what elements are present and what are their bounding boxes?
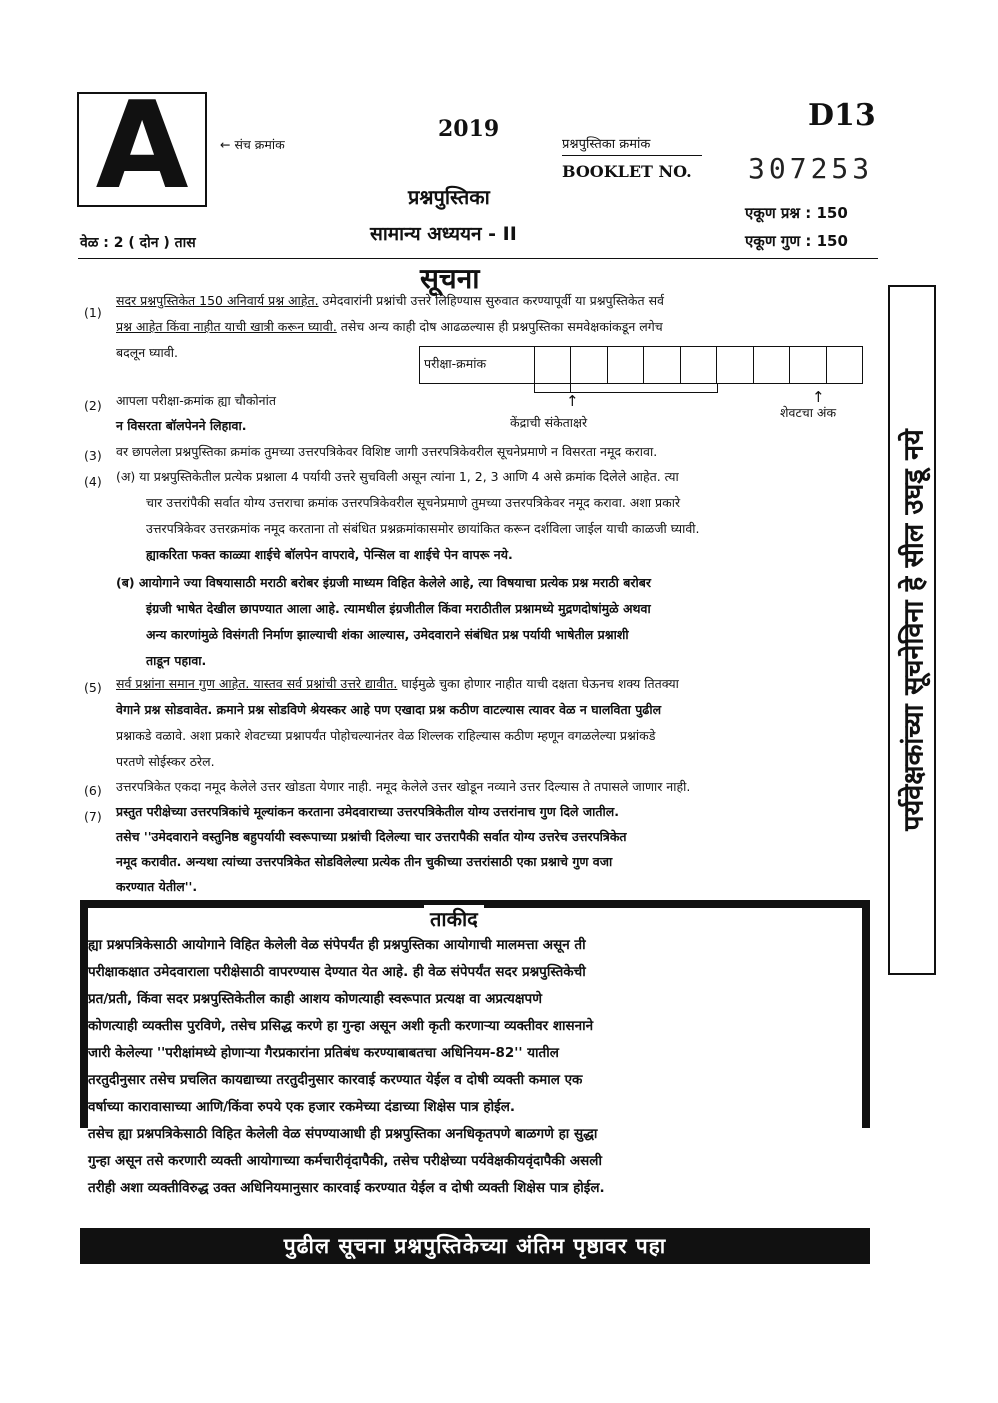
warning-line: परीक्षाकक्षात उमेदवाराला परीक्षेसाठी वापरण्यास देण्यात येत आहे. ही वेळ संपेपर्यंत सदर प्रश्नपुस्तिकेची [88,964,586,980]
item-3-number: (3) [84,448,102,463]
booklet-number: 307253 [748,152,874,185]
instruction-item-4 [116,464,886,674]
item-4-a4: ह्याकरिता फक्त काळ्या शाईचे बॉलपेन वापरावे, पेन्सिल वा शाईचे पेन वापरू नये. [146,547,513,562]
item-4-b4: ताडून पहावा. [146,653,207,668]
set-letter: A [95,76,189,216]
item-2-number: (2) [84,398,102,413]
seal-side-note-text: पर्यवेक्षकांच्या सूचनेविना हे सील उघडू नये [898,429,930,831]
roll-cell[interactable] [570,347,606,383]
instruction-item-7 [116,799,886,899]
roll-cell[interactable] [534,347,570,383]
roll-number-grid[interactable] [419,346,863,384]
item-5-line3: प्रश्नाकडे वळावे. अशा प्रकारे शेवटच्या प्रश्नापर्यंत पोहोचल्यानंतर वेळ शिल्लक राहिल्यास कठीण म्हणून वगळलेल्या प्रश्नांकडे [116,728,656,743]
item-2-line2: न विसरता बॉलपेनने लिहावा. [116,418,247,433]
roll-cell[interactable] [680,347,716,383]
booklet-label-english: BOOKLET NO. [562,162,692,181]
duration: वेळ : 2 ( दोन ) तास [80,235,196,251]
item-4-number: (4) [84,474,102,489]
instructions-heading: सूचना [420,262,480,295]
booklet-label-marathi: प्रश्नपुस्तिका क्रमांक [562,137,651,152]
warning-line: गुन्हा असून तसे करणारी व्यक्ती आयोगाच्या कर्मचारीवृंदापैकी, तसेच परीक्षेच्या पर्यवेक्षकीयवृंदापैकी असली [88,1153,602,1169]
last-digit-arrow-icon: ↑ [812,388,825,406]
exam-year: 2019 [438,116,500,142]
roll-cell[interactable] [607,347,643,383]
item-1-text-b: उमेदवारांनी प्रश्नांची उत्तरे लिहिण्यास सुरुवात करण्यापूर्वी या प्रश्नपुस्तिकेत सर्व [318,293,664,308]
item-5-line2: वेगाने प्रश्न सोडवावेत. क्रमाने प्रश्न सोडविणे श्रेयस्कर आहे पण एखादा प्रश्न कठीण वाटल्यास त्यावर वेळ न घालविता पुढील [116,702,662,717]
item-4-b3: अन्य कारणांमुळे विसंगती निर्माण झाल्याची शंका आल्यास, उमेदवाराने संबंधित प्रश्न पर्यायी भाषेतील प्रश्नाशी [146,627,629,642]
warning-line: कोणत्याही व्यक्तीस पुरविणे, तसेच प्रसिद्ध करणे हा गुन्हा असून अशी कृती करणाऱ्या व्यक्तीवर शासनाने [88,1018,594,1034]
instruction-item-2 [116,388,416,438]
item-4-b2: इंग्रजी भाषेत देखील छापण्यात आला आहे. त्यामधील इंग्रजीतील किंवा मराठीतील प्रश्नामध्ये मुद्रणदोषांमुळे अथवा [146,601,651,616]
paper-title: प्रश्नपुस्तिका [408,185,490,209]
item-5-line4: परतणे सोईस्कर ठरेल. [116,754,215,769]
warning-line: तरीही अशा व्यक्तीविरुद्ध उक्त अधिनियमानुसार कारवाई करण्यात येईल व दोषी व्यक्ती शिक्षेस पात्र होईल. [88,1180,605,1196]
warning-line: प्रत/प्रती, किंवा सदर प्रश्नपुस्तिकेतील काही आशय कोणत्याही स्वरूपात प्रत्यक्ष वा अप्रत्यक्षपणे [88,991,542,1007]
item-1-line2b: तसेच अन्य काही दोष आढळल्यास ही प्रश्नपुस्तिका समवेक्षकांकडून लगेच [336,319,663,334]
item-5-text-b: यास्तव सर्व प्रश्नांची उत्तरे द्यावीत. [249,676,398,691]
item-1-line2: प्रश्न आहेत किंवा नाहीत याची खात्री करून घ्यावी. [116,319,337,334]
warning-line: तसेच ह्या प्रश्नपत्रिकेसाठी विहित केलेली वेळ संपण्याआधी ही प्रश्नपुस्तिका अनधिकृतपणे बाळगणे हा सुद्धा [88,1126,598,1142]
seal-side-note [888,285,936,975]
item-4-sub-a: (अ) या प्रश्नपुस्तिकेतील प्रत्येक प्रश्नाला 4 पर्यायी उत्तरे सुचविली असून त्यांना 1, 2, 3 आणि 4 असे क्रमांक दिलेले आहेत. त्या [116,469,679,484]
roll-cell[interactable] [753,347,789,383]
series-code: D13 [808,98,876,133]
item-5-number: (5) [84,680,102,695]
roll-cell[interactable] [789,347,825,383]
item-7-line2: तसेच ''उमेदवाराने वस्तुनिष्ठ बहुपर्यायी स्वरूपाच्या प्रश्नांची दिलेल्या चार उत्तरापैकी सर्वात योग्य उत्तरेच उत्तरपत्रिकेत [116,829,627,844]
item-5-text-c: घाईमुळे चुका होणार नाहीत याची दक्षता घेऊनच शक्य तितक्या [397,676,679,691]
warning-line: ह्या प्रश्नपत्रिकेसाठी आयोगाने विहित केलेली वेळ संपेपर्यंत ही प्रश्नपुस्तिका आयोगाची मालमत्ता असून ती [88,937,586,953]
footer-bar [80,1228,870,1264]
item-4-a3: उत्तरपत्रिकेवर उत्तरक्रमांक नमूद करताना तो संबंधित प्रश्नक्रमांकासमोर छायांकित करून दर्शविला जाईल याची काळजी घ्यावी. [146,521,700,536]
footer-text: पुढील सूचना प्रश्नपुस्तिकेच्या अंतिम पृष्ठावर पहा [283,1234,667,1258]
instruction-item-5 [116,671,886,775]
item-7-number: (7) [84,809,102,824]
item-7-line4: करण्यात येतील''. [116,879,198,894]
roll-cell[interactable] [826,347,862,383]
warning-line: वर्षाच्या कारावासाच्या आणि/किंवा रुपये एक हजार रकमेच्या दंडाच्या शिक्षेस पात्र होईल. [88,1099,515,1115]
warning-title: ताकीद [424,905,484,932]
paper-subject: सामान्य अध्ययन - II [370,223,517,245]
set-letter-box [77,76,207,216]
item-1-line3: बदलून घ्यावी. [116,345,178,360]
roll-cell[interactable] [716,347,752,383]
item-7-line3: नमूद करावीत. अन्यथा त्यांच्या उत्तरपत्रिकेत सोडविलेल्या प्रत्येक तीन चुकीच्या उत्तरांसाठी एका प्रश्नाचे गुण वजा [116,854,613,869]
total-marks: एकूण गुण : 150 [745,232,848,250]
warning-body [88,932,866,1202]
item-5-text: सर्व प्रश्नांना समान गुण आहेत. [116,676,250,691]
set-label: ← संच क्रमांक [220,137,285,152]
warning-line: तरतुदीनुसार तसेच प्रचलित कायद्याच्या तरतुदीनुसार कारवाई करण्यात येईल व दोषी व्यक्ती कमाल एक [88,1072,583,1088]
item-1-text: सदर प्रश्नपुस्तिकेत 150 अनिवार्य प्रश्न आहेत. [116,293,319,308]
item-4-sub-b: (ब) आयोगाने ज्या विषयासाठी मराठी बरोबर इंग्रजी माध्यम विहित केलेले आहे, त्या विषयाचा प्रत्येक प्रश्न मराठी बरोबर [116,575,651,590]
total-questions: एकूण प्रश्न : 150 [745,204,848,222]
center-code-arrow-icon: ↑ [566,392,579,410]
item-6-number: (6) [84,783,102,798]
item-2-text: आपला परीक्षा-क्रमांक ह्या चौकोनांत [116,393,276,408]
item-3-text: वर छापलेला प्रश्नपुस्तिका क्रमांक तुमच्या उत्तरपत्रिकेवर विशिष्ट जागी उत्तरपत्रिकेवरील सूचनेप्रमाणे न विसरता नमूद करावा. [116,444,658,459]
roll-cell[interactable] [643,347,679,383]
item-6-text: उत्तरपत्रिकेत एकदा नमूद केलेले उत्तर खोडता येणार नाही. नमूद केलेले उत्तर खोडून नव्याने उत्तर दिल्यास ते तपासले जाणार नाही. [116,779,691,794]
booklet-underline [562,155,702,156]
item-4-a2: चार उत्तरांपैकी सर्वात योग्य उत्तराचा क्रमांक उत्तरपत्रिकेवरील सूचनेप्रमाणे तुमच्या उत्तरपत्रिकेवर नमूद करावा. अशा प्रकारे [146,495,681,510]
center-code-bracket [534,383,718,393]
item-1-number: (1) [84,305,102,320]
item-7-text: प्रस्तुत परीक्षेच्या उत्तरपत्रिकांचे मूल्यांकन करताना उमेदवाराच्या उत्तरपत्रिकेतील योग्य उत्तरांनाच गुण दिले जातील. [116,804,619,819]
roll-number-label: परीक्षा-क्रमांक [424,356,487,371]
last-digit-label: शेवटचा अंक [780,405,837,420]
center-code-label: केंद्राची संकेताक्षरे [510,415,588,430]
warning-line: जारी केलेल्या ''परीक्षांमध्ये होणाऱ्या गैरप्रकारांना प्रतिबंध करण्याबाबतचा अधिनियम-82'' यातील [88,1045,559,1061]
